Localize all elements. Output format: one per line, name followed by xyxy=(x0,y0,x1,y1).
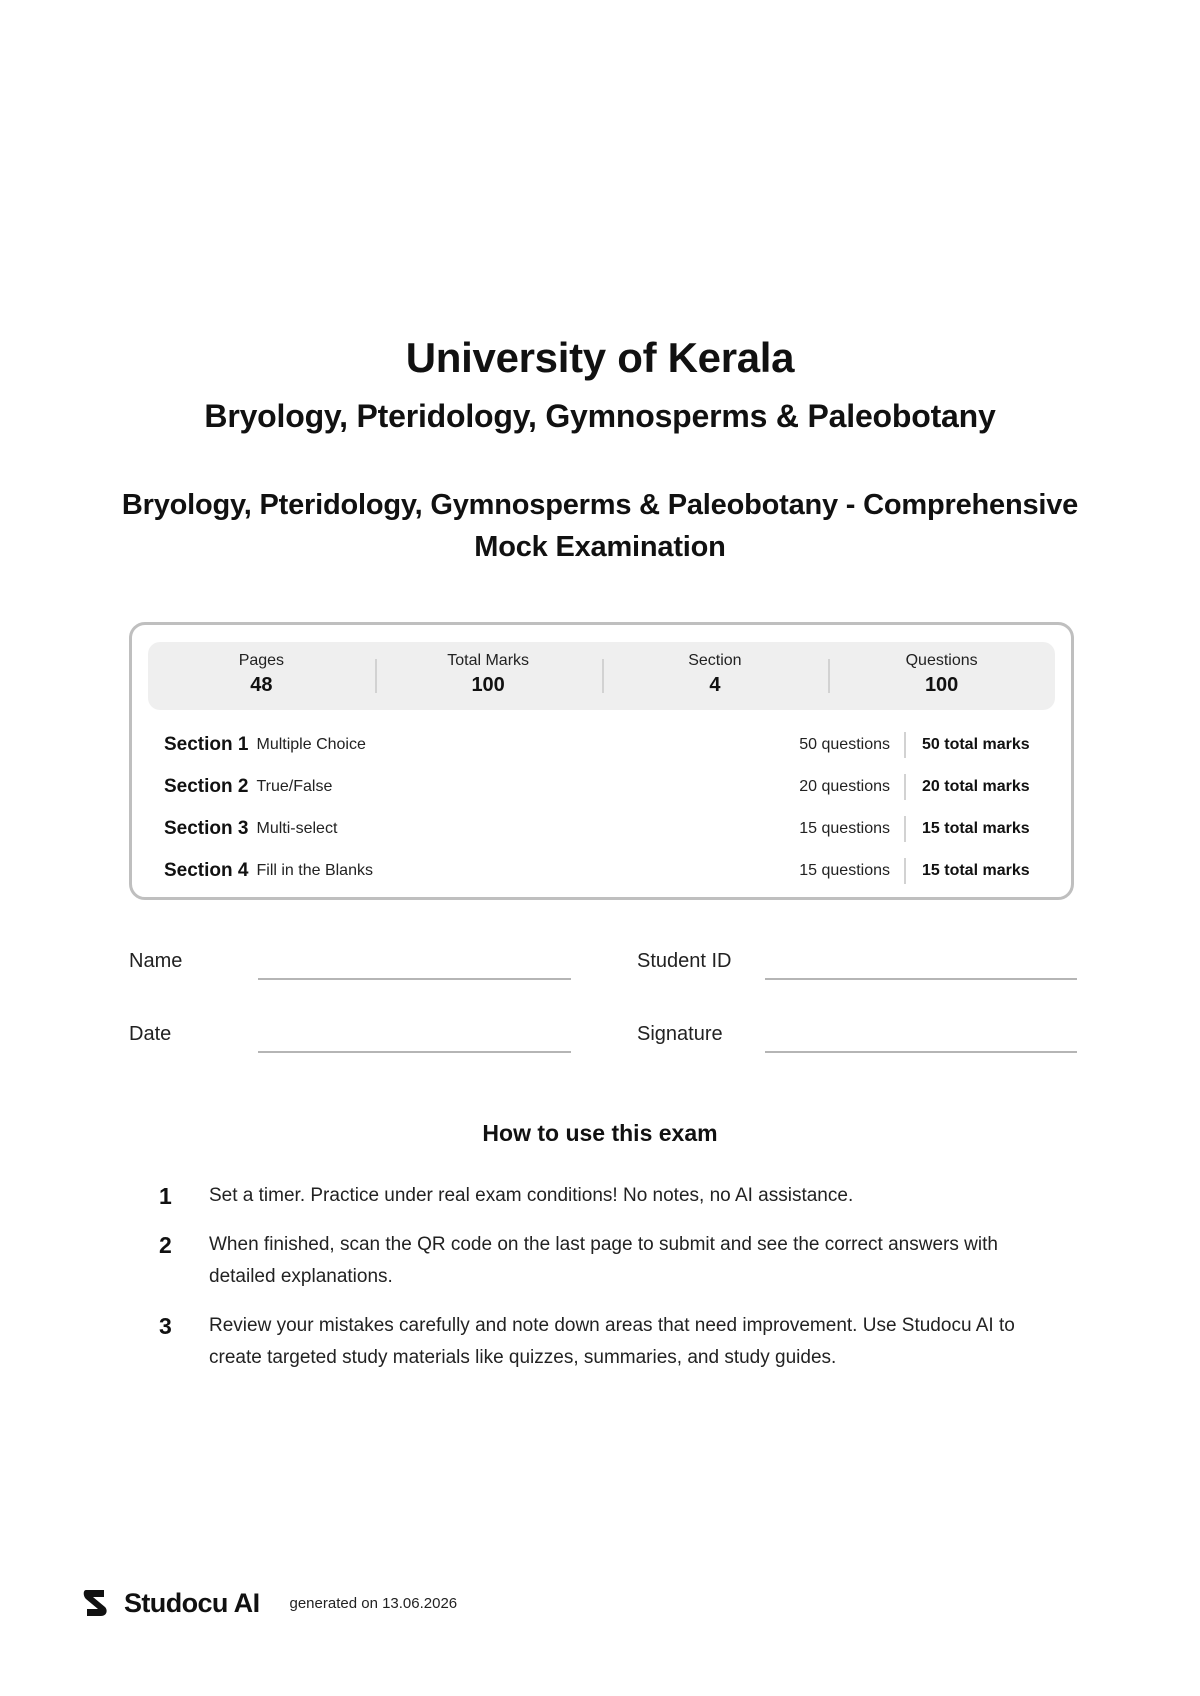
section-type: Fill in the Blanks xyxy=(256,862,373,879)
stat-questions xyxy=(828,642,1055,710)
stat-value: 4 xyxy=(709,674,721,696)
section-marks: 20 total marks xyxy=(922,778,1030,795)
section-name: Section 4 xyxy=(164,860,249,881)
student-id-field[interactable] xyxy=(765,978,1077,980)
step-text: Set a timer. Practice under real exam conditions! No notes, no AI assistance. xyxy=(209,1185,854,1206)
howto-step xyxy=(159,1229,1059,1293)
section-marks: 50 total marks xyxy=(922,736,1030,753)
university-title: University of Kerala xyxy=(405,334,795,381)
section-row xyxy=(164,766,1044,808)
section-row xyxy=(164,850,1044,892)
course-title: Bryology, Pteridology, Gymnosperms & Paleobotany xyxy=(204,398,996,434)
section-type: Multiple Choice xyxy=(256,736,366,753)
signature-label: Signature xyxy=(637,1023,723,1045)
stat-section xyxy=(602,642,829,710)
stat-value: 100 xyxy=(924,674,959,696)
section-question-count: 15 questions xyxy=(799,862,890,879)
stat-label: Questions xyxy=(905,652,978,669)
stat-label: Pages xyxy=(238,652,285,669)
section-list xyxy=(164,724,1044,892)
document-header xyxy=(0,330,1200,568)
howto-step xyxy=(159,1180,1059,1212)
stat-label: Total Marks xyxy=(447,652,530,669)
brand-name: Studocu AI xyxy=(124,1587,260,1618)
step-number: 1 xyxy=(159,1183,172,1209)
stat-label: Section xyxy=(688,652,742,669)
section-name: Section 3 xyxy=(164,818,249,839)
section-marks: 15 total marks xyxy=(922,820,1030,837)
stat-pages xyxy=(148,642,375,710)
section-row xyxy=(164,808,1044,850)
section-name: Section 1 xyxy=(164,734,249,755)
exam-stats-bar xyxy=(148,642,1055,710)
step-text: Review your mistakes carefully and note down areas that need improvement. Use Studocu AI to create targeted study materials like quizzes, summaries, and study guides. xyxy=(209,1315,1015,1368)
section-question-count: 15 questions xyxy=(799,820,890,837)
section-question-count: 50 questions xyxy=(799,736,890,753)
name-field[interactable] xyxy=(258,978,571,980)
step-text: When finished, scan the QR code on the last page to submit and see the correct answers with detailed explanations. xyxy=(209,1234,998,1287)
howto-step xyxy=(159,1310,1059,1374)
section-type: True/False xyxy=(256,778,333,795)
footer xyxy=(78,1585,457,1621)
section-marks: 15 total marks xyxy=(922,862,1030,879)
stat-total-marks xyxy=(375,642,602,710)
date-field[interactable] xyxy=(258,1051,571,1053)
section-type: Multi-select xyxy=(256,820,338,837)
step-number: 2 xyxy=(159,1232,172,1258)
section-name: Section 2 xyxy=(164,776,249,797)
exam-summary-box xyxy=(129,622,1074,900)
signature-field[interactable] xyxy=(765,1051,1077,1053)
step-number: 3 xyxy=(159,1313,172,1339)
howto-title: How to use this exam xyxy=(482,1120,718,1146)
section-question-count: 20 questions xyxy=(799,778,890,795)
studocu-logo-icon xyxy=(78,1585,114,1621)
exam-title: Bryology, Pteridology, Gymnosperms & Paleobotany - Comprehensive Mock Examination xyxy=(121,489,1079,563)
stat-value: 100 xyxy=(471,674,505,696)
name-label: Name xyxy=(129,950,183,972)
student-id-label: Student ID xyxy=(637,950,732,972)
section-row xyxy=(164,724,1044,766)
date-label: Date xyxy=(129,1023,172,1045)
stat-value: 48 xyxy=(250,674,273,696)
generated-date: generated on 13.06.2026 xyxy=(289,1594,458,1612)
